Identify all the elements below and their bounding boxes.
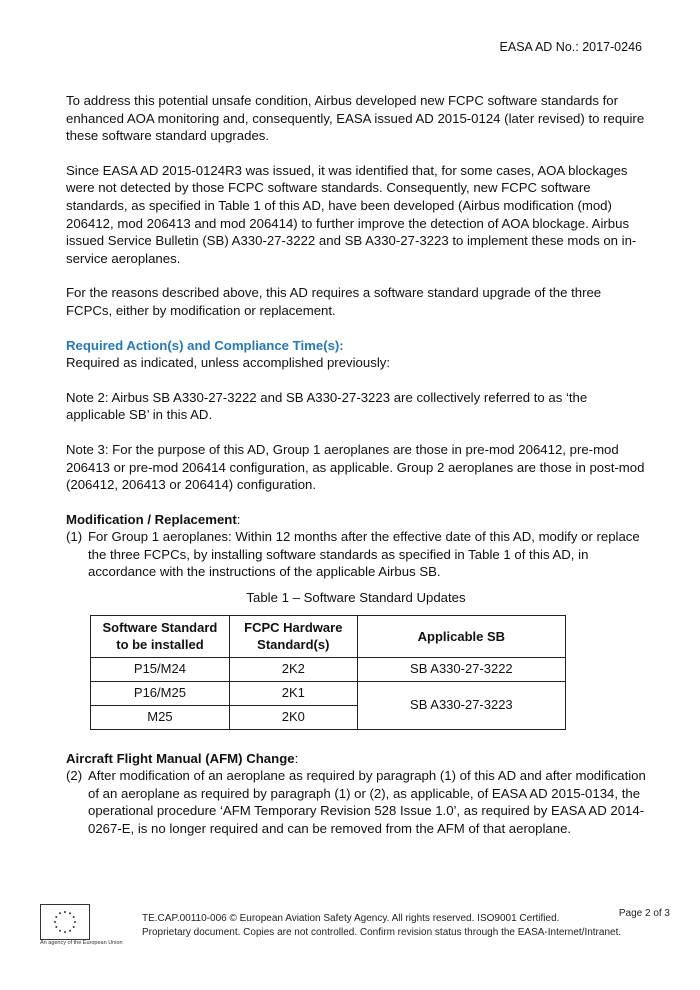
ad-number-header: EASA AD No.: 2017-0246	[499, 40, 642, 54]
table-row	[91, 681, 566, 705]
footer-line-2: Proprietary document. Copies are not controlled. Confirm revision status through the EASA-Internet/Intranet.	[142, 927, 622, 938]
afm-heading-colon: :	[294, 750, 299, 766]
afm-change-heading	[66, 750, 646, 768]
paragraph-requirement: For the reasons described above, this AD requires a software standard upgrade of the three FCPCs, either by modification or replacement.	[66, 285, 602, 318]
cell-hardware: 2K0	[229, 705, 357, 729]
cell-hardware: 2K2	[229, 657, 357, 681]
required-actions-heading: Required Action(s) and Compliance Time(s):	[66, 337, 344, 353]
cell-software: P15/M24	[91, 657, 230, 681]
modification-heading-text: Modification / Replacement	[66, 511, 237, 527]
agency-caption: An agency of the European Union	[40, 940, 123, 946]
afm-heading-text: Aircraft Flight Manual (AFM) Change	[66, 750, 295, 766]
required-actions-intro: Required as indicated, unless accomplished previously:	[66, 355, 391, 371]
eu-flag-icon	[40, 904, 90, 940]
cell-software: M25	[91, 705, 230, 729]
table-caption: Table 1 – Software Standard Updates	[246, 590, 466, 606]
paragraph-background: Since EASA AD 2015-0124R3 was issued, it was identified that, for some cases, AOA blockages were not detected by those FCPC software standards. Consequently, new FCPC software standards, as specified in Table 1 of this AD, have been developed (Airbus modification (mod) 206412, mod 206413 and mod 206414) to further improve the detection of AOA blockage. Airbus issued Service Bulletin (SB) A330-27-3222 and SB A330-27-3223 to implement these mods on in-service aeroplanes.	[66, 162, 637, 266]
footer-text	[142, 912, 621, 940]
cell-sb: SB A330-27-3223	[357, 681, 565, 729]
paragraph-1-number: (1)	[66, 529, 83, 545]
column-header-software: Software Standard to be installed	[91, 615, 230, 657]
footer-line-1: TE.CAP.00110-006 © European Aviation Safety Agency. All rights reserved. ISO9001 Certified.	[142, 913, 560, 924]
document-body	[66, 92, 646, 855]
paragraph-unsafe-condition: To address this potential unsafe condition, Airbus developed new FCPC software standards for enhanced AOA monitoring and, consequently, EASA issued AD 2015-0124 (later revised) to require these software standard upgrades.	[66, 93, 645, 144]
column-header-hardware: FCPC Hardware Standard(s)	[229, 615, 357, 657]
cell-software: P16/M25	[91, 681, 230, 705]
paragraph-1-text: For Group 1 aeroplanes: Within 12 months after the effective date of this AD, modify or replace the three FCPCs, by installing software standards as specified in Table 1 of this AD, in accordance with the instructions of the applicable Airbus SB.	[88, 529, 640, 580]
cell-sb: SB A330-27-3222	[357, 657, 565, 681]
paragraph-1	[66, 528, 646, 581]
table-row	[91, 657, 566, 681]
cell-hardware: 2K1	[229, 681, 357, 705]
table-header-row	[91, 615, 566, 657]
note-2: Note 2: Airbus SB A330-27-3222 and SB A330-27-3223 are collectively referred to as ‘the applicable SB’ in this AD.	[66, 389, 588, 423]
page-number: Page 2 of 3	[618, 908, 670, 919]
paragraph-2-number: (2)	[66, 768, 83, 784]
paragraph-2-text: After modification of an aeroplane as required by paragraph (1) of this AD and after modification of an aeroplane as required by paragraph (1) or (2), as applicable, of EASA AD 2015-0134, the operational procedure ‘AFM Temporary Revision 528 Issue 1.0’, as required by EASA AD 2014-0267-E, is no longer required and can be removed from the AFM of that aeroplane.	[88, 768, 646, 837]
software-standard-table	[90, 615, 566, 730]
modification-heading	[66, 511, 646, 529]
note-3: Note 3: For the purpose of this AD, Group 1 aeroplanes are those in pre-mod 206412, pre-mod 206413 or pre-mod 206414 configuration, as applicable. Group 2 aeroplanes are those in post-mod (206412, 206413 or 206414) configuration.	[66, 441, 645, 493]
paragraph-2	[66, 767, 646, 837]
modification-heading-colon: :	[236, 511, 241, 527]
column-header-sb: Applicable SB	[357, 615, 565, 657]
